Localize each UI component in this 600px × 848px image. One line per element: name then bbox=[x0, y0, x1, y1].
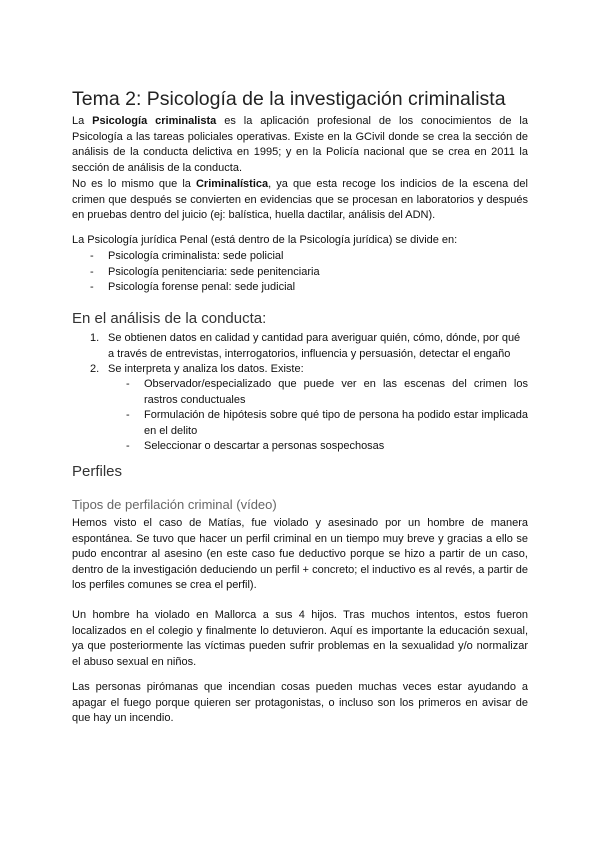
section-heading-perfiles: Perfiles bbox=[72, 463, 123, 480]
analysis-list bbox=[72, 331, 528, 378]
list-item: 2. Se interpreta y analiza los datos. Existe: bbox=[90, 363, 304, 376]
list-item: - Formulación de hipótesis sobre qué tipo de persona ha podido estar implicada en el delito bbox=[72, 408, 528, 439]
intro-paragraph-1: La Psicología criminalista es la aplicación profesional de los conocimientos de la Psicología a las tareas policiales operativas. Existe en la GCivil donde se crea la sección de análisis de la conducta delictiva en 1995; y en la Policía nacional que se crea en 2011 la sección de análisis de la conducta. bbox=[72, 115, 528, 174]
intro-paragraph-2: No es lo mismo que la Criminalística, ya que esta recoge los indicios de la escena del crimen que después se convierten en evidencias que se procesan en laboratorios y después en pruebas dentro del juicio (ej: balística, huella dactilar, análisis del ADN). bbox=[72, 178, 528, 222]
analysis-sublist bbox=[72, 377, 528, 455]
perfiles-paragraph-2: Un hombre ha violado en Mallorca a sus 4 hijos. Tras muchos intentos, estos fueron localizados en el colegio y finalmente lo detuvieron. Aquí es importante la educación sexual, ya que posteriormente las víctimas pueden sufrir problemas en la sexualidad y/o normalizar el abuso sexual en niños. bbox=[72, 609, 528, 668]
subheading-tipos: Tipos de perfilación criminal (vídeo) bbox=[72, 497, 277, 512]
section-heading-analisis: En el análisis de la conducta: bbox=[72, 310, 267, 327]
list-item: - Psicología criminalista: sede policial bbox=[72, 249, 528, 265]
list-item: 1. Se obtienen datos en calidad y cantidad para averiguar quién, cómo, dónde, por qué a través de entrevistas, interrogatorios, influencia y persuasión, detectar el engaño bbox=[90, 332, 521, 360]
divisions-list bbox=[72, 249, 528, 296]
intro-paragraph-3: La Psicología jurídica Penal (está dentro de la Psicología jurídica) se divide en: bbox=[72, 234, 458, 246]
perfiles-paragraph-3: Las personas pirómanas que incendian cosas pueden muchas veces estar ayudando a apagar el fuego porque quieren ser protagonistas, o incluso son los primeros en avisar de que hay un incendio. bbox=[72, 681, 528, 725]
list-item: - Psicología forense penal: sede judicial bbox=[72, 280, 528, 296]
list-item: - Seleccionar o descartar a personas sospechosas bbox=[72, 439, 528, 455]
list-item: - Psicología penitenciaria: sede penitenciaria bbox=[72, 265, 528, 281]
perfiles-paragraph-1: Hemos visto el caso de Matías, fue violado y asesinado por un hombre de manera espontánea. Se tuvo que hacer un perfil criminal en un tiempo muy breve y gracias a ello se pudo encontrar al asesino (en este caso fue deductivo porque se hizo a partir de un caso, dentro de la investigación deduciendo un perfil + concreto; el inductivo es al revés, a partir de los perfiles comunes se crea el perfil). bbox=[72, 517, 528, 592]
page-title: Tema 2: Psicología de la investigación criminalista bbox=[72, 88, 506, 110]
list-item: - Observador/especializado que puede ver en las escenas del crimen los rastros conductuales bbox=[72, 377, 528, 408]
